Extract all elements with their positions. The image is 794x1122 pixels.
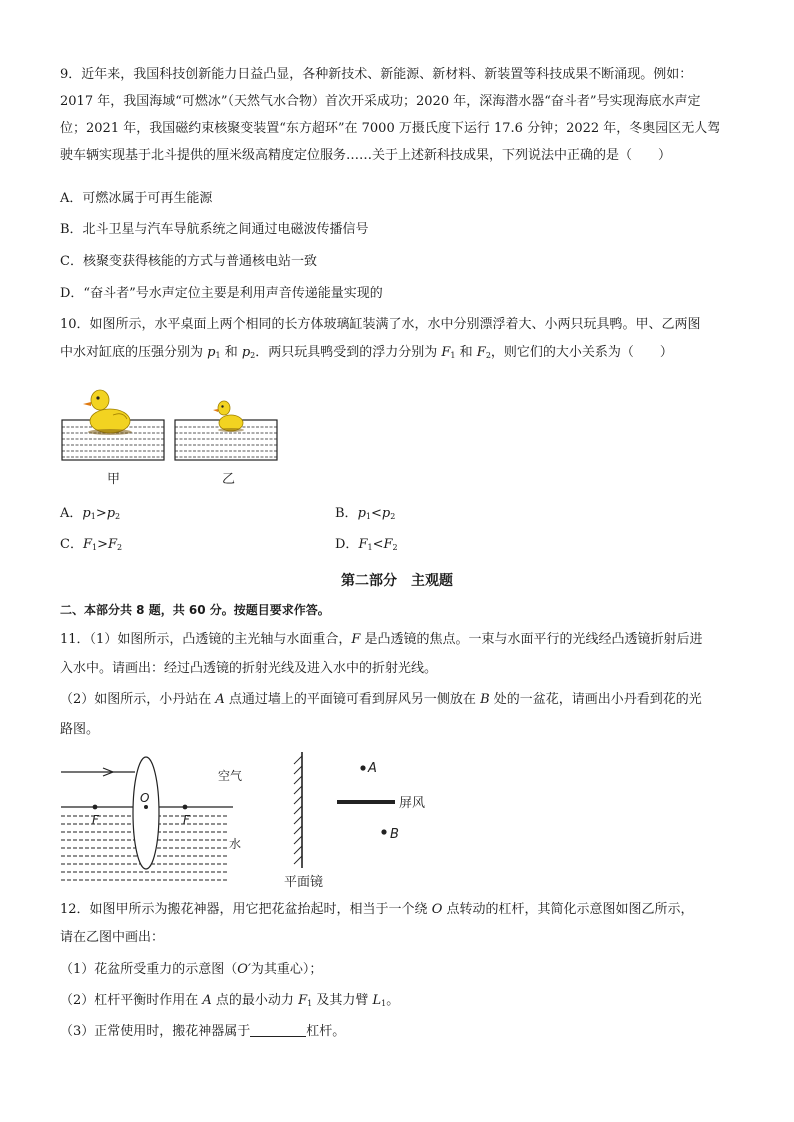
part-two-title: 第二部分 主观题 — [341, 573, 453, 589]
fig-label-yi: 乙 — [222, 472, 236, 487]
q12-line-3: （1）花盆所受重力的示意图（O′为其重心）； — [60, 962, 323, 977]
q11-line-2: 入水中。请画出：经过凸透镜的折射光线及进入水中的折射光线。 — [60, 661, 438, 676]
q9-stem-line-3: 位；2021 年，我国磁约束核聚变装置“东方超环”在 7000 万摄氏度下运行 17.6 分钟；2022 年，冬奥园区无人驾 — [60, 121, 721, 136]
label-f-left: F — [92, 813, 99, 827]
q12-line-2: 请在乙图中画出： — [60, 930, 165, 945]
label-o: O — [140, 791, 150, 805]
q11-line-4: 路图。 — [60, 722, 100, 737]
point-b — [381, 829, 386, 834]
q11-line-3: （2）如图所示，小丹站在 A 点通过墙上的平面镜可看到屏风另一侧放在 B 处的一盆花，请画出小丹看到花的光 — [60, 692, 702, 707]
focal-point-left — [93, 805, 98, 810]
fig-label-jia: 甲 — [107, 472, 121, 487]
q11-mirror-figure — [280, 750, 460, 895]
screen-bar — [337, 800, 395, 804]
label-mirror: 平面镜 — [284, 875, 324, 890]
q12-line-4: （2）杠杆平衡时作用在 A 点的最小动力 $F_1$ 及其力臂 $L_1$。 — [60, 993, 400, 1008]
label-water: 水 — [229, 837, 242, 851]
q9-option-a: A．可燃冰属于可再生能源 — [60, 191, 213, 206]
q9-stem-line-4: 驶车辆实现基于北斗提供的厘米级高精度定位服务……关于上述新科技成果，下列说法中正确的是（ ） — [60, 148, 672, 163]
q10-stem-line-1: 10．如图所示，水平桌面上两个相同的长方体玻璃缸装满了水，水中分别漂浮着大、小两只玩具鸭。甲、乙两图 — [60, 317, 701, 332]
convex-lens — [133, 757, 159, 869]
point-a — [360, 765, 365, 770]
label-screen: 屏风 — [399, 796, 426, 811]
label-f-right: F — [183, 813, 190, 827]
q9-option-d: D．“奋斗者”号水声定位主要是利用声音传递能量实现的 — [60, 286, 383, 301]
q9-option-c: C．核聚变获得核能的方式与普通核电站一致 — [60, 254, 317, 269]
q10-option-a: A．$p_1>p_2$ — [60, 506, 121, 521]
q10-option-c: C．$F_1>F_2$ — [60, 537, 123, 552]
mirror-hatch — [294, 756, 302, 864]
answer-blank[interactable] — [250, 1022, 306, 1037]
q9-option-b: B．北斗卫星与汽车导航系统之间通过电磁波传播信号 — [60, 222, 369, 237]
q12-line-1: 12．如图甲所示为搬花神器，用它把花盆抬起时，相当于一个绕 O 点转动的杠杆，其简化示意图如图乙所示， — [60, 902, 694, 917]
big-duck-icon — [83, 390, 132, 435]
q9-stem-line-1: 9．近年来，我国科技创新能力日益凸显，各种新技术、新能源、新材料、新装置等科技成果不断涌现。例如： — [60, 67, 693, 82]
q9-stem-line-2: 2017 年，我国海域“可燃冰”（天然气水合物）首次开采成功；2020 年，深海潜水器“奋斗者”号实现海底水声定 — [60, 94, 701, 109]
optical-center — [144, 805, 148, 809]
label-air: 空气 — [218, 769, 243, 783]
q10-option-d: D．$F_1<F_2$ — [335, 537, 398, 552]
label-a: A — [368, 761, 377, 776]
focal-point-right — [183, 805, 188, 810]
q11-line-1: 11．（1）如图所示，凸透镜的主光轴与水面重合，F 是凸透镜的焦点。一束与水面平行的光线经凸透镜折射后进 — [60, 632, 703, 647]
q12-line-5: （3）正常使用时，搬花神器属于 杠杆。 — [60, 1024, 346, 1039]
q10-option-b: B．$p_1<p_2$ — [335, 506, 396, 521]
label-b: B — [390, 827, 399, 842]
q10-figure-ducks — [55, 375, 295, 490]
section-two-heading: 二、本部分共 8 题，共 60 分。按题目要求作答。 — [60, 603, 330, 617]
q10-stem-line-2: 中水对缸底的压强分别为 $p_1$ 和 $p_2$．两只玩具鸭受到的浮力分别为 $F_1$ 和 $F_2$，则它们的大小关系为（ ） — [60, 345, 673, 360]
q11-lens-figure — [55, 750, 255, 890]
